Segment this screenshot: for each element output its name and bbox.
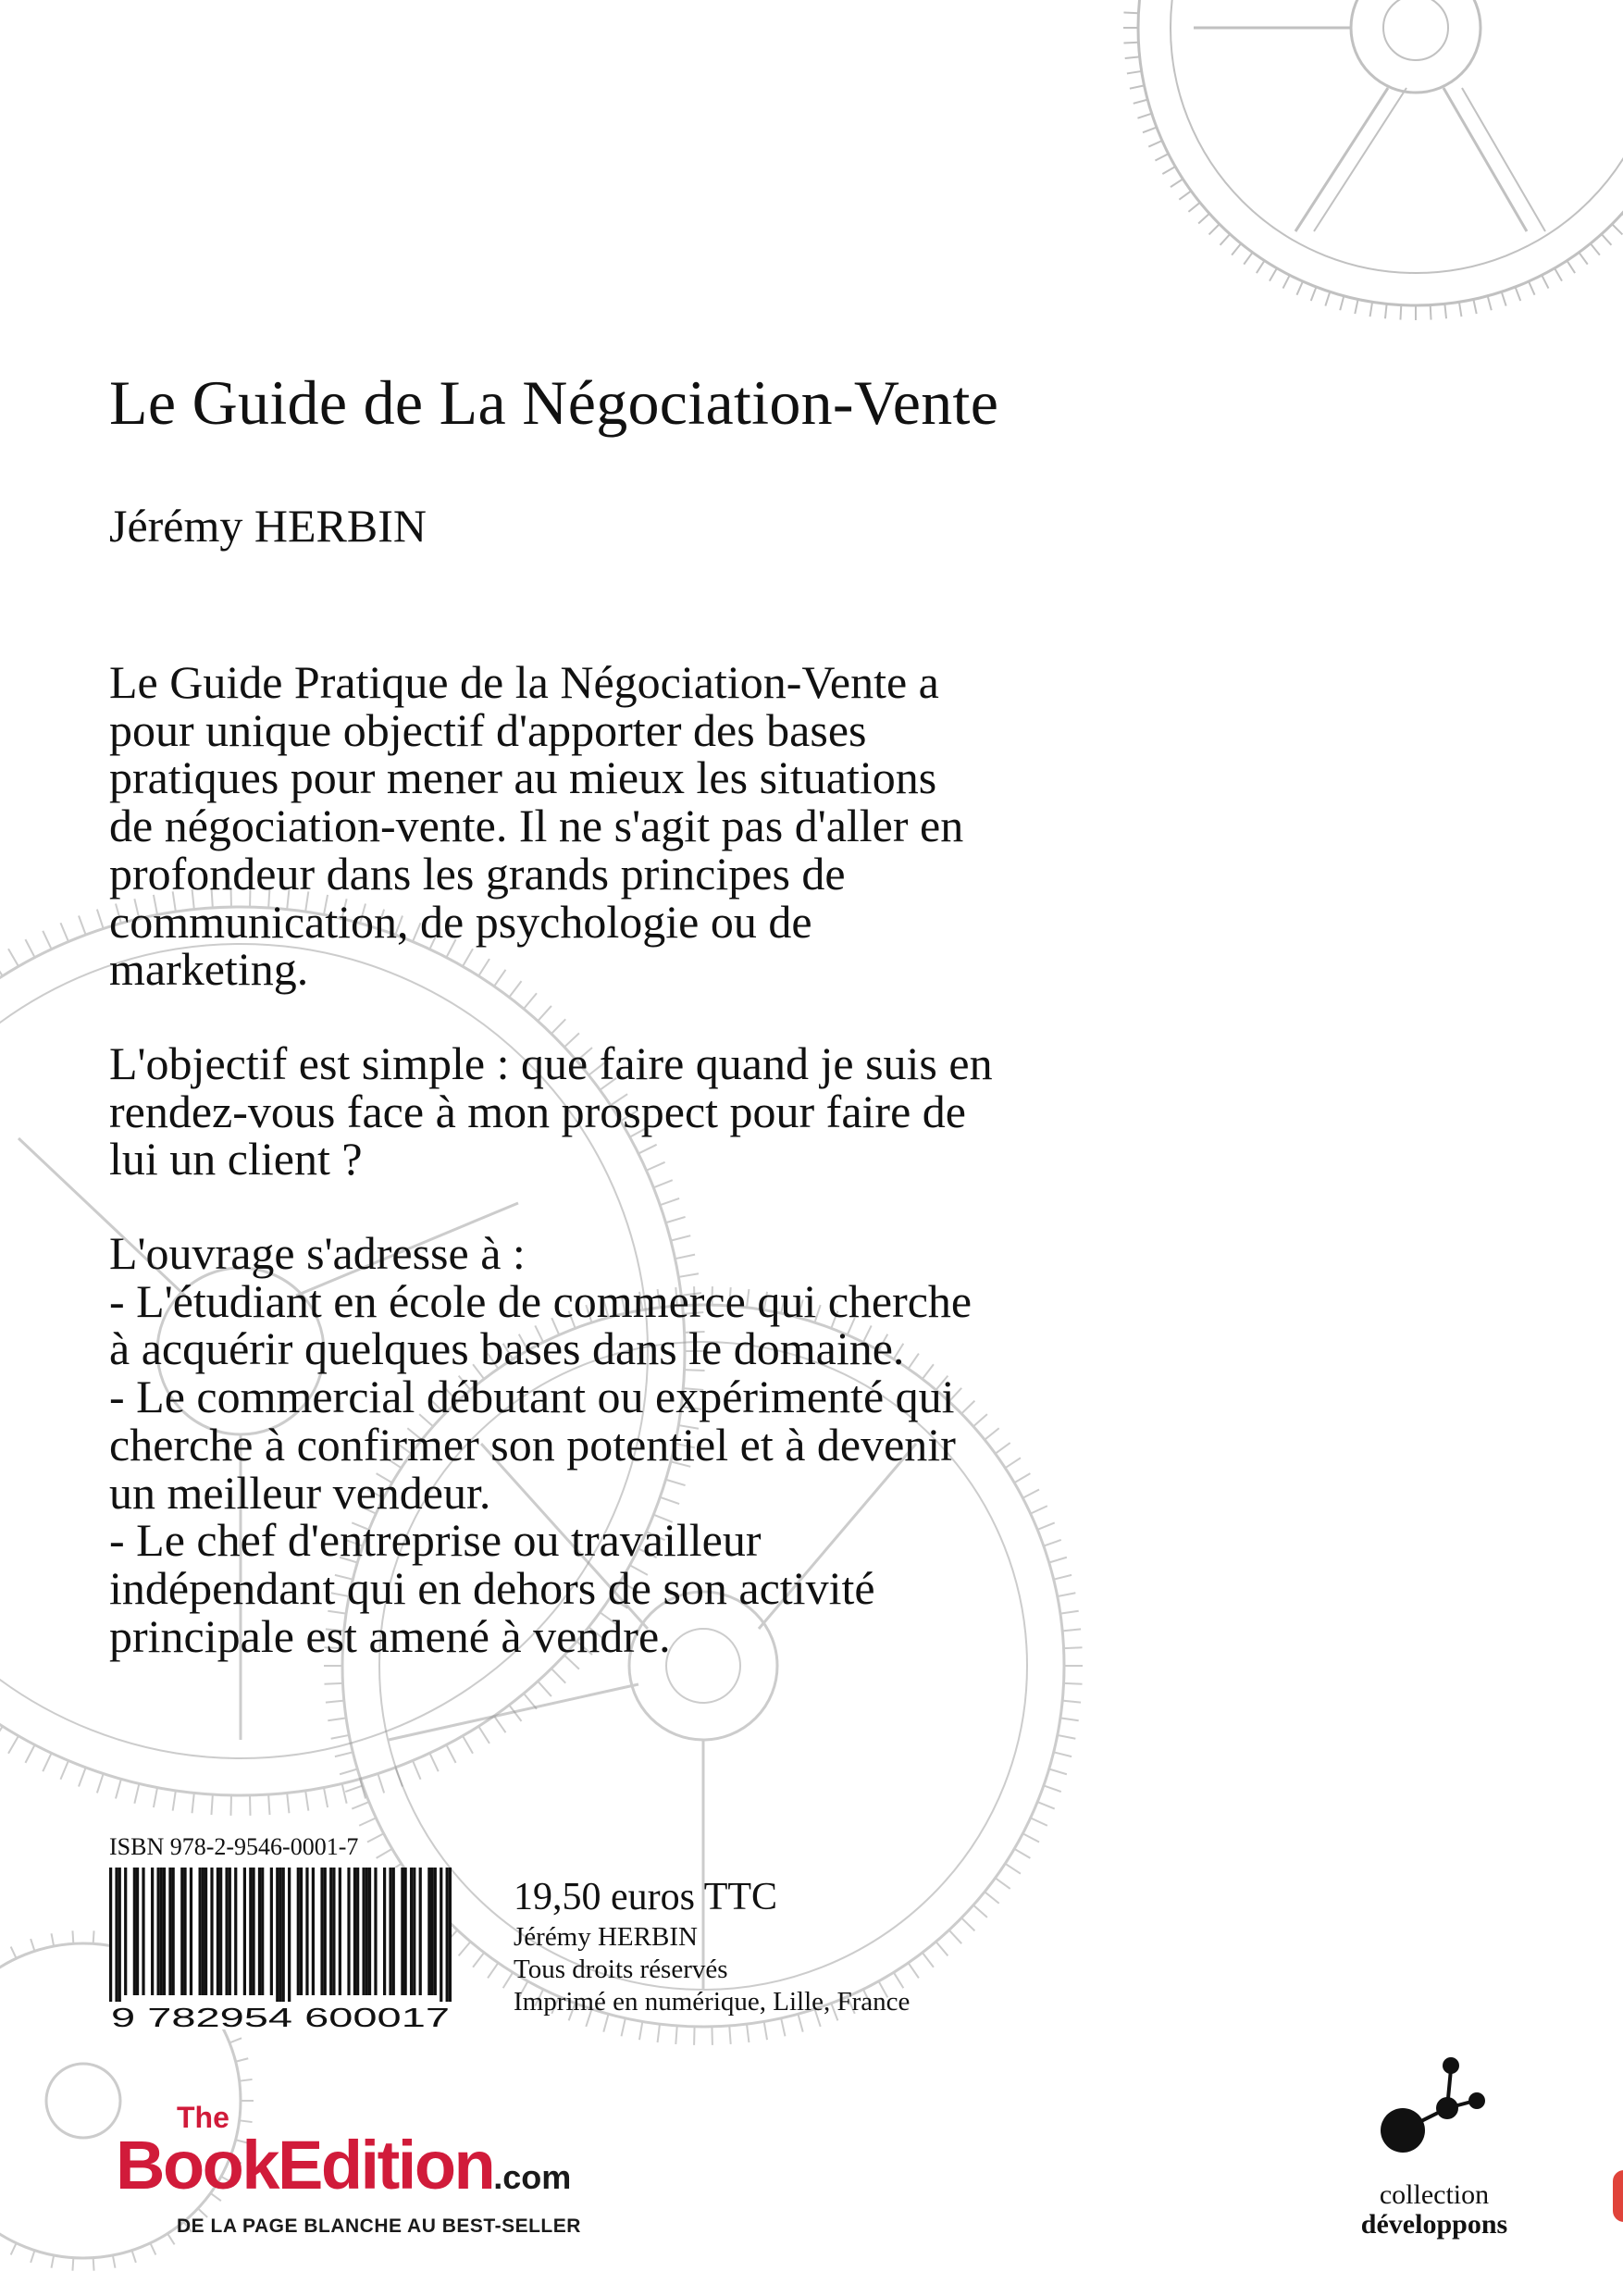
- blurb-paragraph-2: [109, 1036, 1247, 1185]
- back-cover-blurb: [109, 656, 1247, 1706]
- blurb-line: à acquérir quelques bases dans le domaine.: [109, 1322, 905, 1375]
- publisher-name-text: BookEdition: [116, 2127, 494, 2203]
- blurb-line: indépendant qui en dehors de son activité: [109, 1561, 875, 1614]
- blurb-line: marketing.: [109, 943, 309, 996]
- collection-label: collection: [1379, 2179, 1490, 2210]
- rights-info: [514, 1921, 1161, 2018]
- blurb-line: de négociation-vente. Il ne s'agit pas d'aller en: [109, 800, 964, 852]
- barcode: [109, 1868, 452, 2029]
- molecule-icon: [1379, 2053, 1490, 2164]
- isbn-label: ISBN 978-2-9546-0001-7: [109, 1833, 359, 1860]
- blurb-line: Le Guide Pratique de la Négociation-Vente a: [109, 656, 939, 708]
- blurb-line: principale est amené à vendre.: [109, 1609, 671, 1662]
- blurb-line: communication, de psychologie ou de: [109, 895, 812, 948]
- book-author: Jérémy HERBIN: [109, 500, 427, 552]
- printing-info: Imprimé en numérique, Lille, France: [514, 1987, 911, 2017]
- blurb-line: un meilleur vendeur.: [109, 1466, 491, 1519]
- gear-top-right-icon: [1123, 0, 1623, 320]
- collection-name: développons: [1360, 2209, 1508, 2240]
- blurb-paragraph-3: [109, 1227, 1247, 1662]
- blurb-line: L'objectif est simple : que faire quand je suis en: [109, 1036, 993, 1089]
- publisher-slogan: DE LA PAGE BLANCHE AU BEST-SELLER: [177, 2215, 581, 2237]
- blurb-line: - L'étudiant en école de commerce qui cherche: [109, 1274, 973, 1327]
- price-label: 19,50 euros TTC: [514, 1876, 778, 1918]
- blurb-line: pratiques pour mener au mieux les situations: [109, 751, 937, 804]
- blurb-line: lui un client ?: [109, 1133, 363, 1185]
- blurb-line: L'ouvrage s'adresse à :: [109, 1227, 526, 1280]
- blurb-line: profondeur dans les grands principes de: [109, 847, 846, 900]
- rights-author: Jérémy HERBIN: [514, 1922, 698, 1952]
- blurb-line: cherche à confirmer son potentiel et à devenir: [109, 1418, 956, 1471]
- blurb-paragraph-1: [109, 656, 1247, 996]
- barcode-digits: 9 782954 600017: [111, 2004, 450, 2029]
- blurb-line: rendez-vous face à mon prospect pour faire de: [109, 1085, 966, 1137]
- book-title: Le Guide de La Négociation-Vente: [109, 367, 999, 438]
- publisher-the: The: [177, 2101, 229, 2134]
- edge-mark: [1613, 2170, 1623, 2222]
- blurb-line: pour unique objectif d'apporter des bases: [109, 703, 867, 756]
- publisher-domain: .com: [493, 2158, 572, 2196]
- publisher-logo: [116, 2103, 671, 2288]
- publisher-name: [116, 2128, 571, 2215]
- blurb-line: - Le chef d'entreprise ou travailleur: [109, 1514, 762, 1567]
- blurb-line: - Le commercial débutant ou expérimenté qui: [109, 1371, 955, 1423]
- rights-reserved: Tous droits réservés: [514, 1955, 728, 1984]
